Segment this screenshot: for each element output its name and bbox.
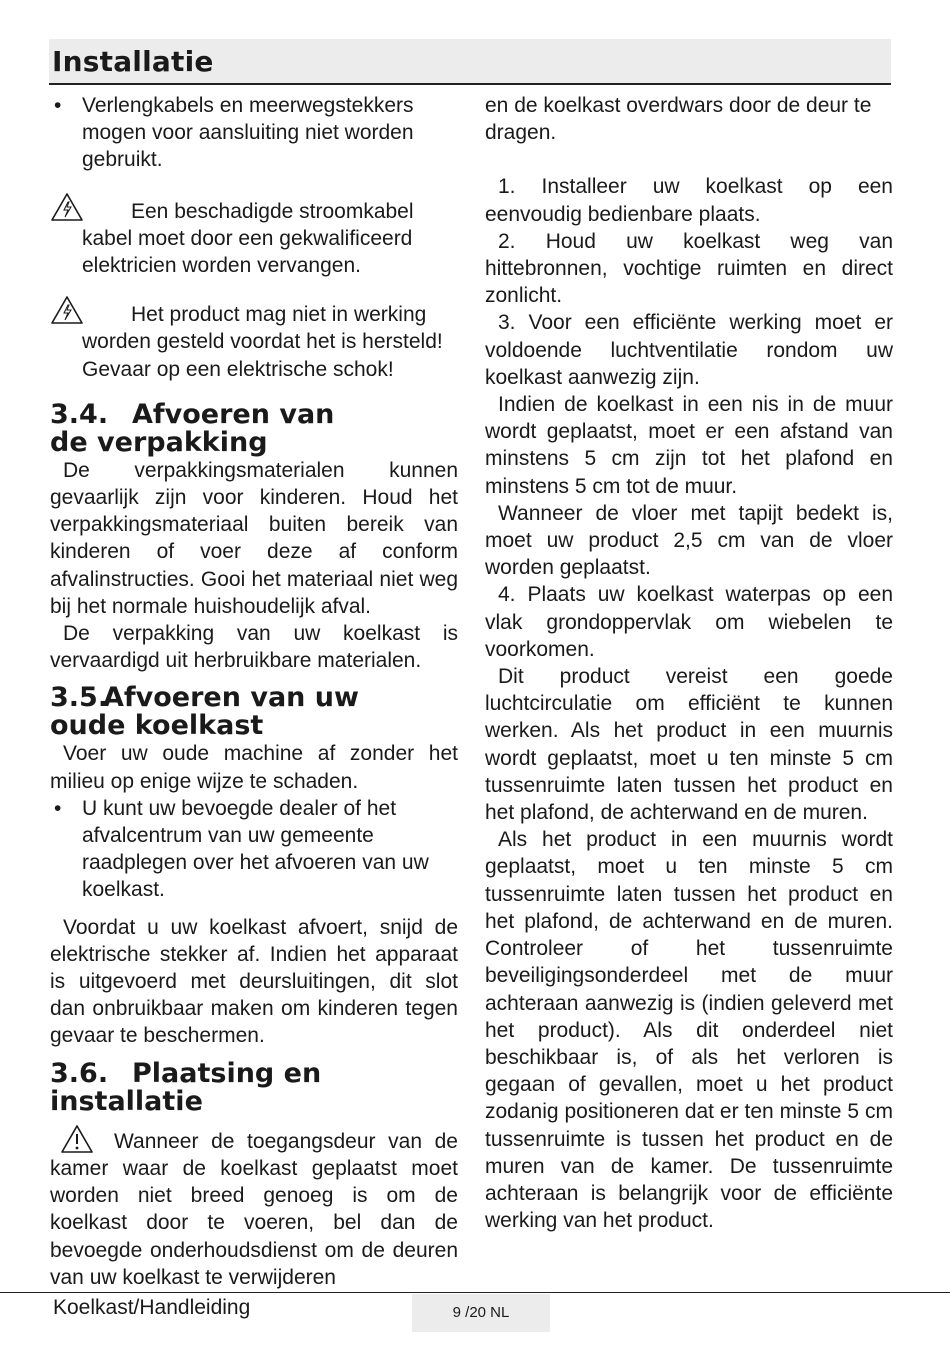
paragraph: Indien de koelkast in een nis in de muur wordt geplaatst, moet er een afstand van minstens 5 cm zijn tot het plafond en minstens 5 cm tot de muur. [485,393,893,498]
paragraph: Voordat u uw koelkast afvoert, snijd de elektrische stekker af. Indien het apparaat is uitgevoerd met deursluitingen, dit slot dan onbruikbaar maken om kinderen tegen gevaar te beschermen. [50,915,458,1048]
instruction-4: 4. Plaats uw koelkast waterpas op een vlak grondoppervlak om wiebelen te voorkomen. [485,583,893,661]
instruction-3: 3. Voor een efficiënte werking moet er voldoende luchtventilatie rondom uw koelkast aanwezig zijn. [485,311,893,389]
paragraph: Wanneer de vloer met tapijt bedekt is, moet uw product 2,5 cm van de vloer worden geplaatst. [485,501,893,580]
heading-3-5: 3.5.Afvoeren van uw oude koelkast [50,682,359,742]
paragraph: Als het product in een muurnis wordt geplaatst, moet u ten minste 5 cm tussenruimte laten tussen het product en het plafond, de achterwand en de muren. Controleer of het tussenruimte beveiligingsonderdeel met de muur achteraan aanwezig is (indien geleverd met het product). Als dit onderdeel niet beschikbaar is, of als het verloren is gegaan of gevallen, moet u het product zodanig positioneren dat er ten minste 5 cm tussenruimte is tussen het product en de muren van de kamer. De tussenruimte achteraan is belangrijk voor de efficiënte werking van het product. [485,828,893,1233]
page-number: 9 /20 NL [412,1294,550,1332]
electric-warning-icon [50,192,84,222]
footer-manual-title: Koelkast/Handleiding [53,1296,251,1319]
footer-divider [0,1292,950,1293]
instruction-2: 2. Houd uw koelkast weg van hittebronnen, vochtige ruimten en direct zonlicht. [485,229,893,308]
page-title: Installatie [52,45,214,78]
paragraph: De verpakkingsmaterialen kunnen gevaarlijk zijn voor kinderen. Houd het verpakkingsmateriaal buiten bereik van kinderen of voer deze af conform afvalinstructies. Gooi het materiaal niet weg bij het normale huishoudelijk afval. [50,458,458,618]
warning-text: kabel moet door een gekwalificeerd elektricien worden vervangen. [82,226,413,278]
heading-3-4: 3.4. Afvoeren van de verpakking [50,398,335,458]
warning-damaged-cable [50,198,427,280]
warning-lead: Het product mag niet in werking [131,303,427,327]
instruction-1: 1. Installeer uw koelkast op een eenvoudig bedienbare plaats. [485,175,893,226]
right-column [485,92,893,1234]
paragraph: en de koelkast overdwars door de deur te dragen. [485,94,872,145]
warning-icon [60,1124,94,1154]
warning-not-operate [50,301,458,383]
paragraph: Dit product vereist een goede luchtcirculatie om efficiënt te kunnen werken. Als het product in een muurnis wordt geplaatst, moet u ten minste 5 cm tussenruimte laten tussen het product en het plafond, de achterwand en de muren. [485,665,893,825]
electric-warning-icon [50,295,84,325]
bullet-extension-cables: • Verlengkabels en meerwegstekkers mogen voor aansluiting niet worden gebruikt. [50,92,434,174]
bullet-dealer: • U kunt uw bevoegde dealer of het afvalcentrum van uw gemeente raadplegen over het afvoeren van uw koelkast. [50,795,434,904]
warning-text: worden gesteld voordat het is hersteld! Gevaar op een elektrische schok! [82,330,443,381]
heading-3-6: 3.6. Plaatsing en installatie [50,1057,322,1117]
paragraph: De verpakking van uw koelkast is vervaardigd uit herbruikbare materialen. [50,622,458,673]
section-header [49,39,891,85]
warning-door-width: Wanneer de toegangsdeur van de kamer waar de koelkast geplaatst moet worden niet breed genoeg is om de koelkast door te voeren, bel dan de bevoegde onderhoudsdienst om de deuren van uw koelkast te verwijderen [50,1128,458,1291]
left-column [50,92,458,1291]
paragraph: Voer uw oude machine af zonder het milieu op enige wijze te schaden. [50,742,458,793]
warning-lead: Een beschadigde stroomkabel [131,199,414,223]
